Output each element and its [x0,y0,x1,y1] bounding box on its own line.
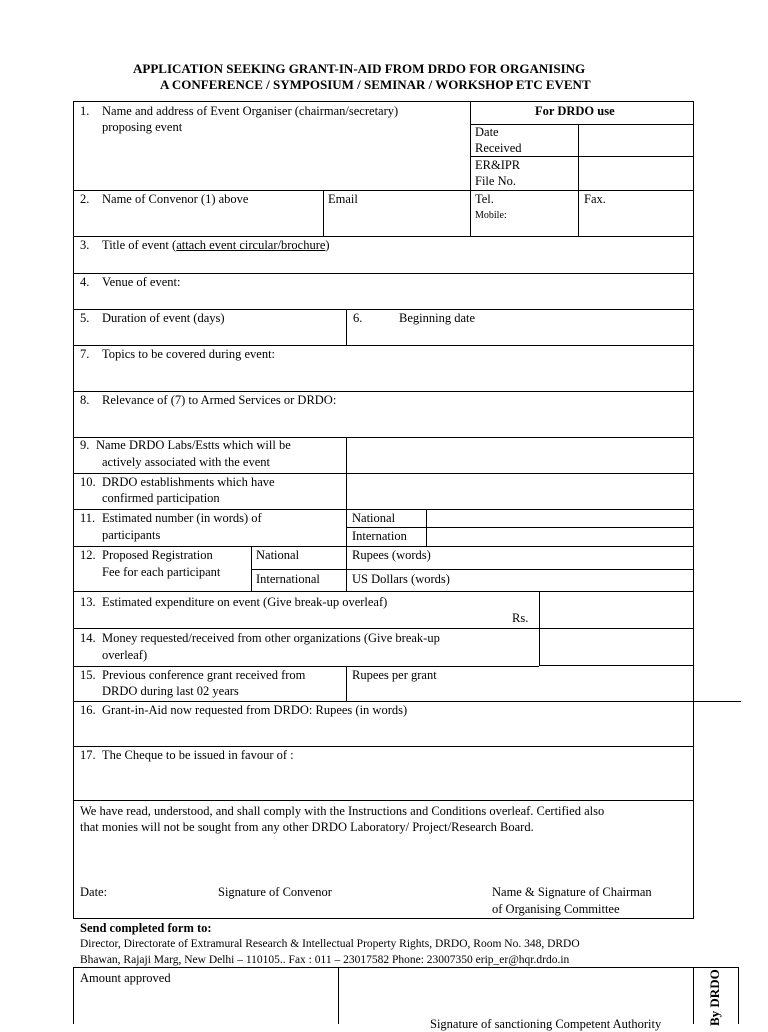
form-title-line2: A CONFERENCE / SYMPOSIUM / SEMINAR / WORKSHOP ETC EVENT [160,77,591,92]
field-14-label-cont: overleaf) [102,648,148,662]
date-label: Date: [80,885,108,899]
field-8-number: 8. [80,393,90,407]
field-10-label-cont: confirmed participation [102,491,220,505]
fax-label: Fax. [584,192,606,206]
chairman-signature-label: Name & Signature of Chairman [492,885,652,899]
field-5-label: Duration of event (days) [102,311,225,325]
field-4-label: Venue of event: [102,275,181,289]
chairman-signature-label-cont: of Organising Committee [492,902,620,916]
field-5-number: 5. [80,311,90,325]
field-13-number: 13. [80,595,96,609]
fee-international-label: International [256,572,320,586]
field-2-number: 2. [80,192,90,206]
field-16-number: 16. [80,703,96,717]
rupees-per-grant-label: Rupees per grant [352,668,437,682]
field-1-label: Name and address of Event Organiser (chairman/secretary) [102,104,399,118]
er-ipr-label: ER&IPR [475,158,521,172]
field-7-number: 7. [80,347,90,361]
field-17-label: The Cheque to be issued in favour of : [102,748,294,762]
drdo-use-title: For DRDO use [535,104,615,118]
field-9-label-cont: actively associated with the event [102,455,270,469]
file-no-field[interactable] [579,157,692,189]
declaration-text: We have read, understood, and shall comply with the Instructions and Conditions overleaf. Certified also [80,804,605,818]
tel-label: Tel. [475,192,494,206]
amount-approved-label: Amount approved [80,971,171,985]
field-7-label: Topics to be covered during event: [102,347,276,361]
declaration-text-cont: that monies will not be sought from any other DRDO Laboratory/ Project/Research Board. [80,820,534,834]
field-2-label: Name of Convenor (1) above [102,192,249,206]
date-received-label: Date [475,125,499,139]
field-15-number: 15. [80,668,96,682]
participants-national-label: National [352,511,396,525]
field-12-label-cont: Fee for each participant [102,565,221,579]
convenor-signature-label: Signature of Convenor [218,885,332,899]
field-12-number: 12. [80,548,96,562]
field-6-number: 6. [353,311,363,325]
rs-label: Rs. [512,611,529,625]
field-1-number: 1. [80,104,90,118]
field-15-label: Previous conference grant received from [102,668,306,682]
field-6-label: Beginning date [399,311,476,325]
file-no-label: File No. [475,174,516,188]
field-4-number: 4. [80,275,90,289]
send-to-address: Director, Directorate of Extramural Research & Intellectual Property Rights, DRDO, Room No. 348, DRDO [80,938,580,950]
field-14-label: Money requested/received from other organizations (Give break-up [102,631,440,645]
sanctioning-signature-label: Signature of sanctioning Competent Authority [430,1017,662,1031]
field-15-label-cont: DRDO during last 02 years [102,684,239,698]
form-title-line1: APPLICATION SEEKING GRANT-IN-AID FROM DRDO FOR ORGANISING [133,61,586,76]
field-12-label: Proposed Registration [102,548,213,562]
fee-usd-label: US Dollars (words) [352,572,450,586]
field-3-number: 3. [80,238,90,252]
participants-international-label: Internation [352,529,407,543]
by-drdo-label: By DRDO [707,969,722,1026]
field-8-label: Relevance of (7) to Armed Services or DRDO: [102,393,337,407]
fee-rupees-label: Rupees (words) [352,548,431,562]
field-16-label: Grant-in-Aid now requested from DRDO: Rupees (in words) [102,703,408,717]
field-9-number: 9. [80,438,90,452]
field-10-number: 10. [80,475,96,489]
fee-national-label: National [256,548,300,562]
mobile-label: Mobile: [475,210,507,221]
field-13-label: Estimated expenditure on event (Give break-up overleaf) [102,595,388,609]
date-received-field[interactable] [579,125,692,155]
field-11-number: 11. [80,511,96,525]
email-label: Email [328,192,358,206]
brochure-link: attach event circular/brochure [176,238,326,252]
field-3-label: Title of event (attach event circular/brochure) [102,238,330,252]
send-to-contact: Bhawan, Rajaji Marg, New Delhi – 110105.. Fax : 011 – 23017582 Phone: 23007350 erip_er@hqr.drdo.in [80,954,570,966]
date-received-label-cont: Received [475,141,522,155]
field-17-number: 17. [80,748,96,762]
field-14-number: 14. [80,631,96,645]
field-1-label-cont: proposing event [102,120,183,134]
field-11-label-cont: participants [102,528,161,542]
field-9-label: Name DRDO Labs/Estts which will be [96,438,291,452]
field-11-label: Estimated number (in words) of [102,511,262,525]
field-10-label: DRDO establishments which have [102,475,275,489]
send-to-title: Send completed form to: [80,921,212,935]
